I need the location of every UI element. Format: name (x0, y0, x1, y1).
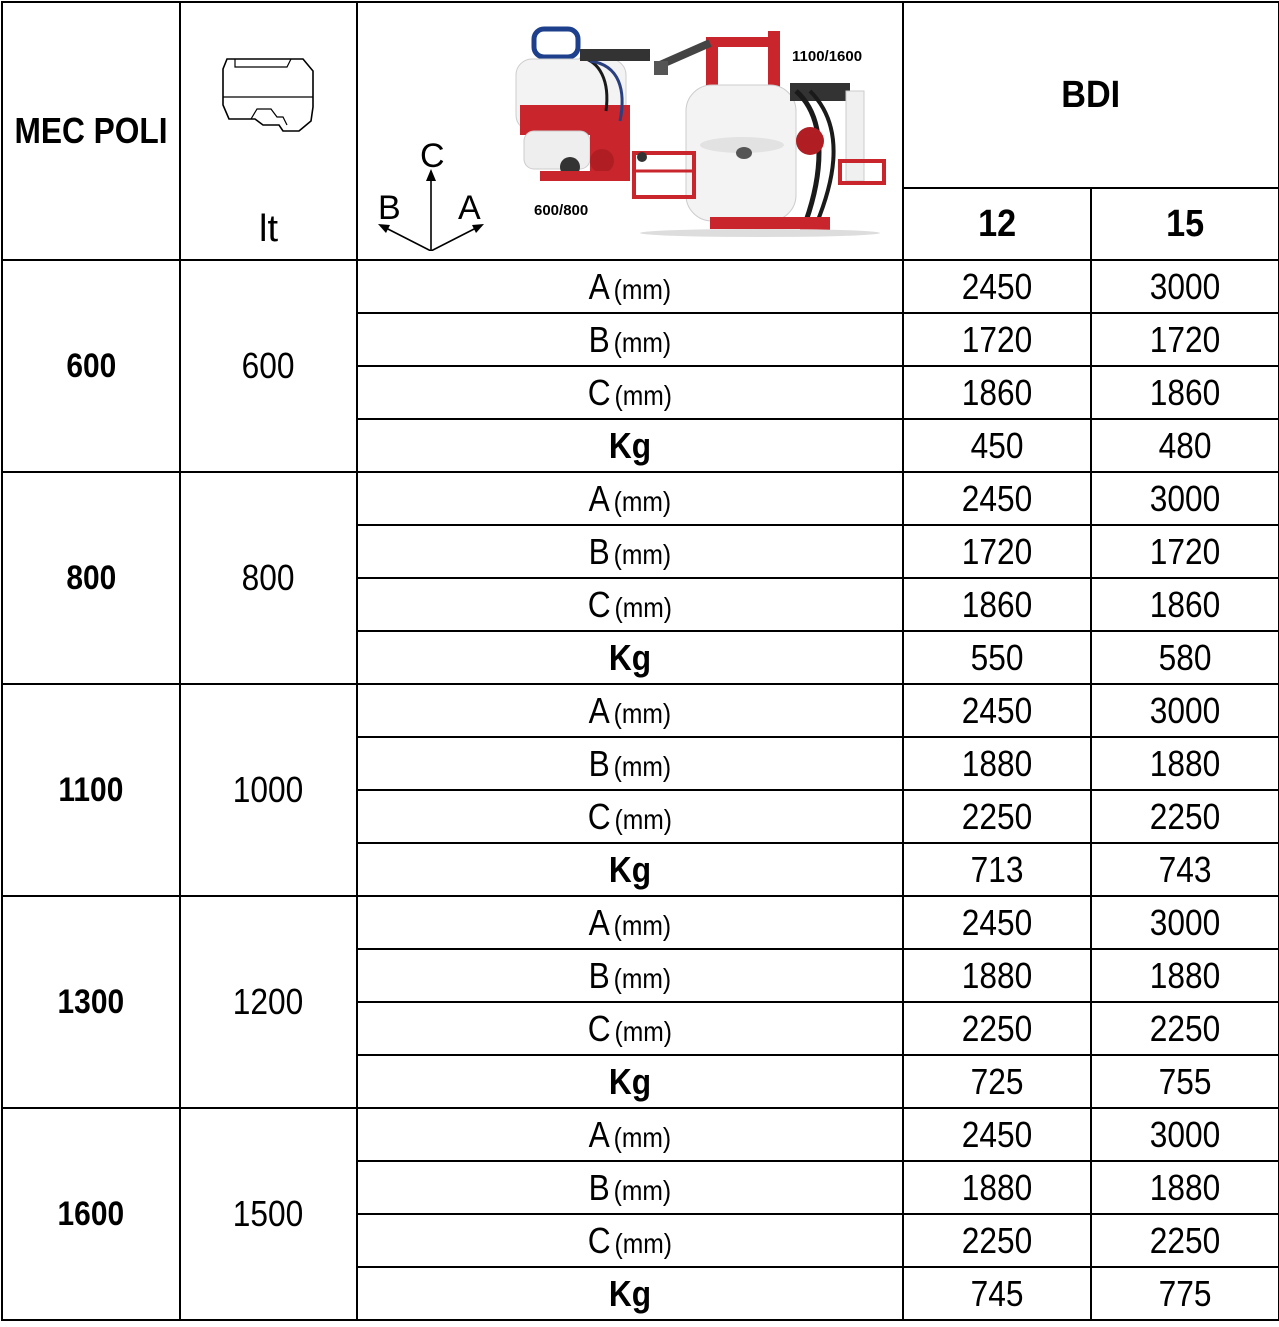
value: 2450 (961, 265, 1033, 307)
value: 3000 (1149, 477, 1221, 519)
value-cell-12 (903, 896, 1091, 949)
header-capacity-cell (180, 2, 357, 260)
value: 1860 (1149, 583, 1221, 625)
value: 2250 (961, 795, 1033, 837)
dimension-unit: (mm) (613, 1174, 672, 1206)
weight-unit: Kg (608, 1272, 652, 1314)
dimension-label-cell (357, 790, 903, 843)
small-sprayer-illustration (516, 29, 650, 181)
value-cell-15 (1091, 419, 1279, 472)
weight-label (609, 849, 651, 891)
weight-label-cell (357, 631, 903, 684)
weight-label (609, 1061, 651, 1103)
value: 755 (1158, 1060, 1212, 1102)
dimension-letter: C (587, 795, 611, 837)
dimension-label (588, 1220, 672, 1262)
tank-icon (221, 57, 317, 135)
value: 745 (970, 1272, 1024, 1314)
dimension-unit: (mm) (613, 273, 672, 305)
value-cell-12 (903, 1267, 1091, 1320)
spec-table (1, 1, 1279, 1321)
dimension-unit: (mm) (613, 538, 672, 570)
weight-unit: Kg (608, 424, 652, 466)
weight-label (609, 1273, 651, 1315)
value: 2450 (961, 901, 1033, 943)
dimension-label-cell (357, 737, 903, 790)
dimension-letter: B (588, 954, 610, 996)
dimension-label (589, 1114, 672, 1156)
dimension-label (589, 478, 672, 520)
dimension-label-cell (357, 1214, 903, 1267)
value-cell-15 (1091, 1214, 1279, 1267)
value: 1880 (1149, 954, 1221, 996)
value: 3000 (1149, 1113, 1221, 1155)
value: 2250 (961, 1219, 1033, 1261)
value: 775 (1158, 1272, 1212, 1314)
dimension-letter: A (588, 901, 610, 943)
value: 3000 (1149, 265, 1221, 307)
value-cell-15 (1091, 1002, 1279, 1055)
value-cell-15 (1091, 1267, 1279, 1320)
dimension-unit: (mm) (614, 1015, 673, 1047)
header-model-label: MEC POLI (14, 110, 168, 151)
dimension-unit: (mm) (613, 326, 672, 358)
weight-label-cell (357, 843, 903, 896)
weight-label-cell (357, 1267, 903, 1320)
value: 2250 (1149, 795, 1221, 837)
value: 1880 (961, 742, 1033, 784)
dimension-label (589, 319, 672, 361)
dimension-label-cell (357, 1108, 903, 1161)
model-label: 1100 (58, 770, 124, 809)
header-width-15: 15 (1165, 202, 1205, 245)
dimension-letter: C (587, 1007, 611, 1049)
dimension-label (588, 1008, 672, 1050)
value-cell-12 (903, 1055, 1091, 1108)
axis-c-label: C (420, 139, 445, 175)
value-cell-12 (903, 1214, 1091, 1267)
value-cell-12 (903, 313, 1091, 366)
dimension-label-cell (357, 684, 903, 737)
value: 2250 (961, 1007, 1033, 1049)
dimension-axes-icon (376, 139, 486, 251)
value: 3000 (1149, 901, 1221, 943)
dimension-unit: (mm) (613, 697, 672, 729)
header-width-cell (903, 188, 1091, 260)
dimension-letter: C (587, 583, 611, 625)
capacity-cell (180, 896, 357, 1108)
dimension-label-cell (357, 1161, 903, 1214)
dimension-label (589, 743, 672, 785)
capacity-cell (180, 472, 357, 684)
dimension-letter: C (587, 1219, 611, 1261)
dimension-unit: (mm) (614, 591, 673, 623)
value-cell-15 (1091, 1055, 1279, 1108)
value-cell-12 (903, 1108, 1091, 1161)
header-brand-cell (903, 2, 1279, 188)
dimension-letter: B (588, 1166, 610, 1208)
value: 1720 (1149, 530, 1221, 572)
header-image-cell (357, 2, 903, 260)
weight-unit: Kg (608, 636, 652, 678)
dimension-label-cell (357, 896, 903, 949)
model-cell (2, 896, 180, 1108)
capacity-value: 1000 (233, 769, 304, 810)
header-row-top (2, 2, 1279, 188)
value-cell-12 (903, 525, 1091, 578)
dimension-label-cell (357, 525, 903, 578)
weight-label (609, 425, 651, 467)
model-cell (2, 472, 180, 684)
dimension-unit: (mm) (614, 1227, 673, 1259)
value-cell-12 (903, 472, 1091, 525)
table-row (2, 260, 1279, 313)
dimension-letter: B (588, 318, 610, 360)
dimension-label-cell (357, 472, 903, 525)
dimension-label (589, 955, 672, 997)
value: 1720 (961, 530, 1033, 572)
value-cell-15 (1091, 896, 1279, 949)
dimension-label (589, 1167, 672, 1209)
dimension-letter: C (587, 371, 611, 413)
value: 713 (970, 848, 1024, 890)
capacity-cell (180, 684, 357, 896)
value: 1880 (961, 1166, 1033, 1208)
value-cell-15 (1091, 949, 1279, 1002)
capacity-cell (180, 260, 357, 472)
value: 2250 (1149, 1219, 1221, 1261)
dimension-letter: B (588, 530, 610, 572)
dimension-label-cell (357, 949, 903, 1002)
dimension-label-cell (357, 1002, 903, 1055)
model-label: 600 (66, 346, 116, 385)
axis-b-label: B (378, 189, 401, 227)
capacity-unit-label: lt (259, 208, 278, 250)
value-cell-15 (1091, 790, 1279, 843)
dimension-unit: (mm) (613, 1121, 672, 1153)
dimension-unit: (mm) (614, 379, 673, 411)
weight-label-cell (357, 1055, 903, 1108)
capacity-value: 1200 (233, 981, 304, 1022)
model-label: 1300 (57, 982, 125, 1021)
value: 1880 (1149, 1166, 1221, 1208)
value-cell-15 (1091, 631, 1279, 684)
value: 3000 (1149, 689, 1221, 731)
dimension-unit: (mm) (613, 909, 672, 941)
value-cell-12 (903, 419, 1091, 472)
value-cell-15 (1091, 578, 1279, 631)
value: 725 (970, 1060, 1024, 1102)
table-row (2, 1108, 1279, 1161)
value: 1720 (1149, 318, 1221, 360)
value: 2450 (961, 689, 1033, 731)
value-cell-12 (903, 631, 1091, 684)
dimension-label (589, 531, 672, 573)
weight-unit: Kg (608, 1060, 652, 1102)
dimension-label (589, 902, 672, 944)
value-cell-15 (1091, 313, 1279, 366)
value: 2450 (961, 477, 1033, 519)
value: 550 (970, 636, 1024, 678)
value: 1860 (961, 371, 1033, 413)
value: 580 (1158, 636, 1212, 678)
dimension-label-cell (357, 313, 903, 366)
table-row (2, 684, 1279, 737)
value-cell-12 (903, 366, 1091, 419)
header-width-12: 12 (977, 202, 1017, 245)
value: 480 (1158, 424, 1212, 466)
dimension-label (588, 584, 672, 626)
table-row (2, 896, 1279, 949)
capacity-value: 800 (242, 557, 295, 598)
capacity-cell (180, 1108, 357, 1320)
dimension-letter: A (588, 689, 610, 731)
value-cell-12 (903, 949, 1091, 1002)
model-label: 800 (66, 558, 116, 597)
value-cell-15 (1091, 684, 1279, 737)
capacity-value: 1500 (233, 1193, 304, 1234)
value-cell-12 (903, 578, 1091, 631)
value: 2450 (961, 1113, 1033, 1155)
dimension-unit: (mm) (613, 485, 672, 517)
value-cell-15 (1091, 843, 1279, 896)
dimension-letter: A (588, 477, 610, 519)
value-cell-12 (903, 843, 1091, 896)
capacity-value: 600 (242, 345, 295, 386)
dimension-unit: (mm) (613, 962, 672, 994)
weight-label (609, 637, 651, 679)
value: 1860 (1149, 371, 1221, 413)
header-model-cell (2, 2, 180, 260)
dimension-label-cell (357, 578, 903, 631)
axis-a-label: A (458, 189, 481, 227)
value-cell-12 (903, 790, 1091, 843)
dimension-label (589, 690, 672, 732)
model-cell (2, 684, 180, 896)
value-cell-15 (1091, 737, 1279, 790)
dimension-label (588, 372, 672, 414)
value-cell-15 (1091, 1161, 1279, 1214)
photo-label-small: 600/800 (534, 202, 589, 219)
value-cell-12 (903, 1161, 1091, 1214)
model-label: 1600 (57, 1194, 125, 1233)
dimension-label-cell (357, 366, 903, 419)
dimension-letter: B (588, 742, 610, 784)
weight-unit: Kg (608, 848, 652, 890)
model-cell (2, 260, 180, 472)
dimension-unit: (mm) (614, 803, 673, 835)
dimension-label (589, 266, 672, 308)
value-cell-12 (903, 684, 1091, 737)
dimension-unit: (mm) (613, 750, 672, 782)
value: 743 (1158, 848, 1212, 890)
value: 1880 (961, 954, 1033, 996)
model-cell (2, 1108, 180, 1320)
value-cell-12 (903, 1002, 1091, 1055)
value: 1860 (961, 583, 1033, 625)
value-cell-15 (1091, 366, 1279, 419)
header-brand-label: BDI (1061, 73, 1121, 116)
value-cell-15 (1091, 472, 1279, 525)
weight-label-cell (357, 419, 903, 472)
value: 2250 (1149, 1007, 1221, 1049)
value-cell-15 (1091, 260, 1279, 313)
dimension-label-cell (357, 260, 903, 313)
photo-label-large: 1100/1600 (792, 48, 863, 65)
value: 1880 (1149, 742, 1221, 784)
sprayer-photo (510, 21, 890, 239)
value: 1720 (961, 318, 1033, 360)
dimension-letter: A (588, 265, 610, 307)
header-width-cell (1091, 188, 1279, 260)
value-cell-12 (903, 737, 1091, 790)
dimension-letter: A (588, 1113, 610, 1155)
table-row (2, 472, 1279, 525)
value-cell-15 (1091, 1108, 1279, 1161)
value-cell-15 (1091, 525, 1279, 578)
dimension-label (588, 796, 672, 838)
value-cell-12 (903, 260, 1091, 313)
value: 450 (970, 424, 1024, 466)
